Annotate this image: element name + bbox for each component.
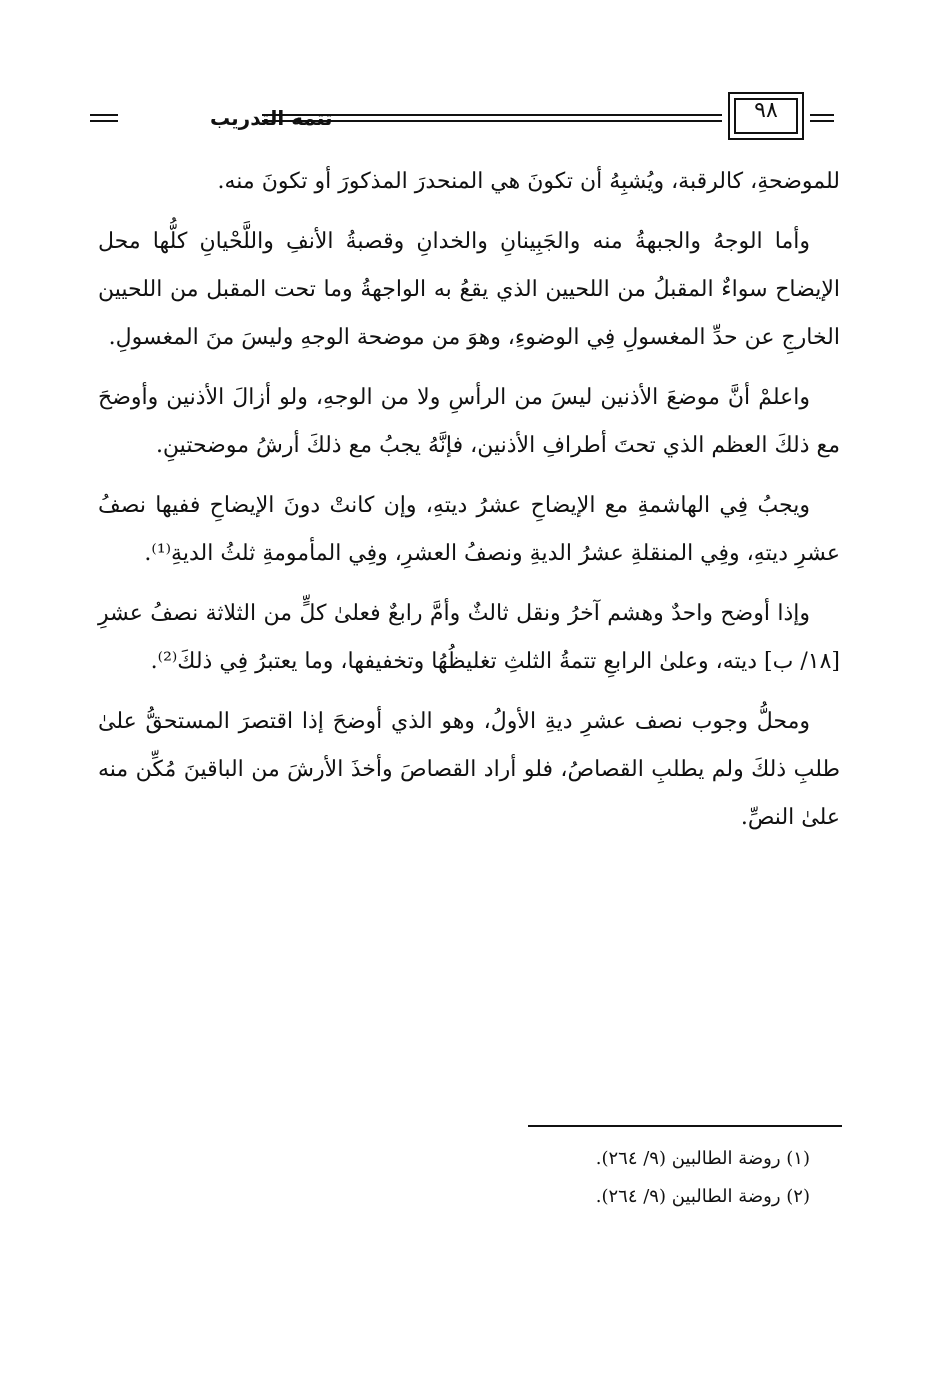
header-rule-mid-top bbox=[262, 114, 722, 116]
running-title: تتمة التدريب bbox=[210, 106, 333, 130]
body-text bbox=[98, 158, 840, 854]
paragraph-3: واعلمْ أنَّ موضعَ الأذنين ليسَ من الرأسِ ولا من الوجهِ، ولو أزالَ الأذنين وأوضحَ مع ذلكَ العظم الذي تحتَ أطرافِ الأذنين، فإنَّهُ يجبُ مع ذلكَ أرشُ موضحتينِ. bbox=[98, 385, 840, 458]
page-header bbox=[90, 92, 840, 152]
header-rule-right-bottom bbox=[810, 120, 834, 122]
paragraph-1: للموضحةِ، كالرقبة، ويُشبِهُ أن تكونَ هي المنحدرَ المذكورَ أو تكونَ منه. bbox=[217, 169, 840, 194]
paragraph-5: وإذا أوضح واحدٌ وهشم آخرُ ونقل ثالثٌ وأمَّ رابعٌ فعلىٰ كلٍّ من الثلاثة نصفُ عشرِ [١٨/ ب] ديته، وعلىٰ الرابعِ تتمةُ الثلثِ تغليظُهُا وتخفيفها، وما يعتبرُ فِي ذلكَ⁽²⁾. bbox=[98, 601, 840, 674]
page-number-box bbox=[728, 92, 804, 140]
footnotes bbox=[400, 1140, 810, 1216]
page-number: ٩٨ bbox=[754, 98, 778, 123]
header-rule-left-top bbox=[90, 114, 118, 116]
paragraph-2: وأما الوجهُ والجبهةُ منه والجَبِينانِ والخدانِ وقصبةُ الأنفِ واللَّحْيانِ كلُّها محل الإيضاح سواءٌ المقبلُ من اللحيين الذي يقعُ به الواجهةُ وما تحت المقبل من اللحيين الخارجِ عن حدِّ المغسولِ فِي الوضوءِ، وهوَ من موضحة الوجهِ وليسَ منَ المغسولِ. bbox=[98, 229, 840, 350]
header-rule-mid-bottom bbox=[262, 120, 722, 122]
paragraph-6: ومحلُّ وجوب نصف عشرِ ديةِ الأولُ، وهو الذي أوضحَ إذا اقتصرَ المستحقُّ علىٰ طلبِ ذلكَ ولم يطلبِ القصاصُ، فلو أراد القصاصَ وأخذَ الأرشَ من الباقينَ مُكِّن منه علىٰ النصِّ. bbox=[98, 709, 840, 830]
header-rule-right-top bbox=[810, 114, 834, 116]
footnote-1: (١) روضة الطالبين (٩/ ٢٦٤). bbox=[595, 1148, 810, 1169]
paragraph-4: ويجبُ فِي الهاشمةِ مع الإيضاحِ عشرُ ديتهِ، وإن كانتْ دونَ الإيضاحِ ففيها نصفُ عشرِ ديتهِ، وفِي المنقلةِ عشرُ الديةِ ونصفُ العشرِ، وفِي المأمومةِ ثلثُ الديةِ⁽¹⁾. bbox=[98, 493, 840, 566]
footnote-2: (٢) روضة الطالبين (٩/ ٢٦٤). bbox=[595, 1186, 810, 1207]
footnote-separator bbox=[528, 1125, 842, 1127]
header-rule-left-bottom bbox=[90, 120, 118, 122]
